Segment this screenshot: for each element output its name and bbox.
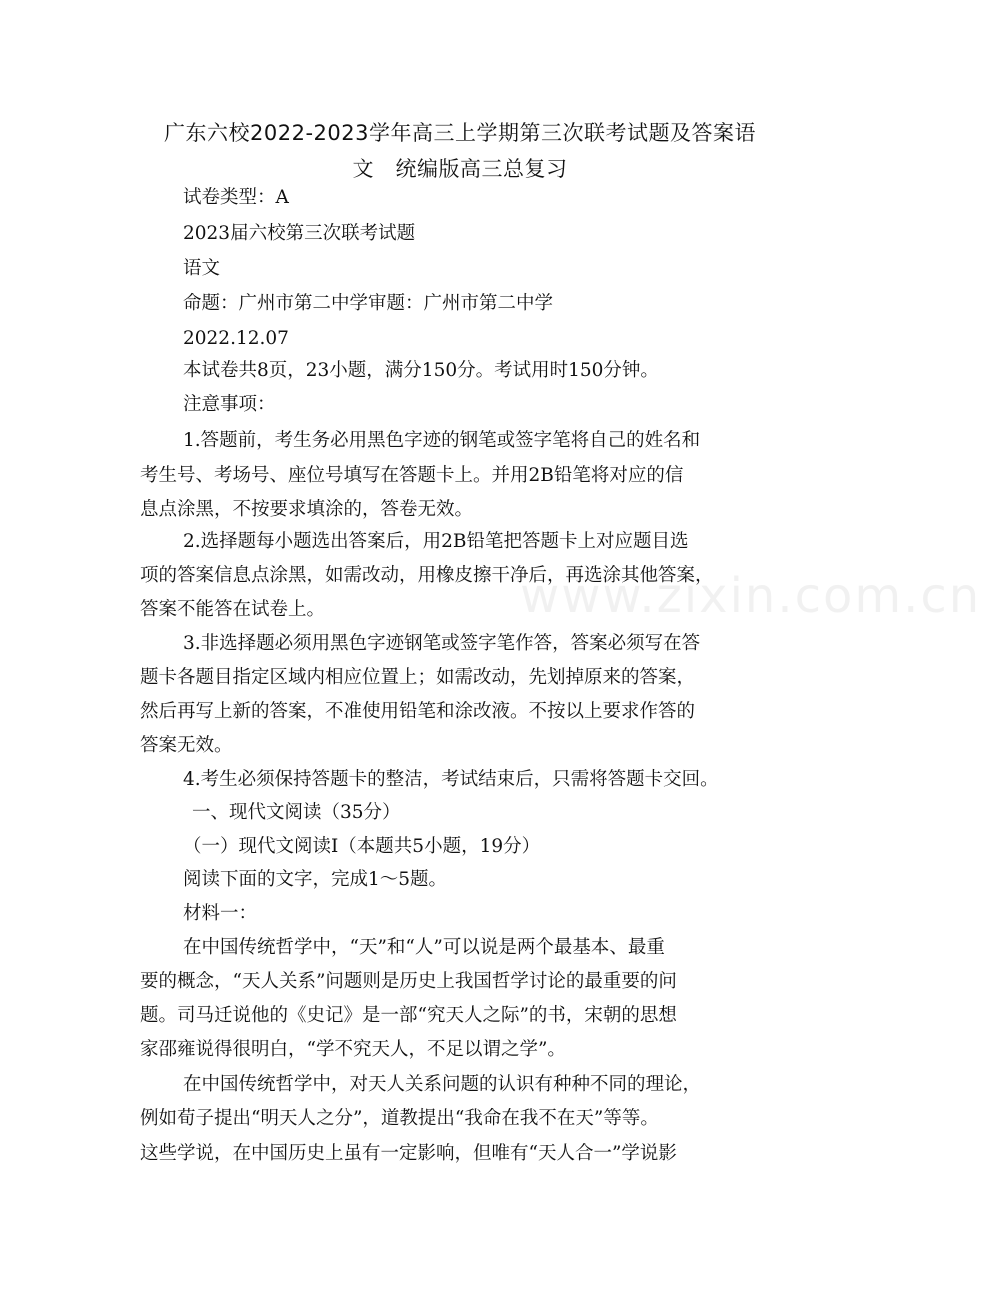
subject-line: 语文 bbox=[183, 258, 221, 279]
para-2-line-3: 这些学说，在中国历史上虽有一定影响，但唯有“天人合一”学说影 bbox=[140, 1143, 677, 1164]
para-2-line-1: 在中国传统哲学中，对天人关系问题的认识有种种不同的理论， bbox=[183, 1074, 702, 1095]
paper-type-line: 试卷类型：A bbox=[183, 187, 289, 208]
exam-name-line: 2023届六校第三次联考试题 bbox=[183, 223, 416, 244]
note-4-line: 4.考生必须保持答题卡的整洁，考试结束后，只需将答题卡交回。 bbox=[183, 769, 719, 790]
material-1-label: 材料一： bbox=[183, 903, 258, 924]
note-1-line-1: 1.答题前，考生务必用黑色字迹的钢笔或签字笔将自己的姓名和 bbox=[183, 430, 701, 451]
para-2-line-2: 例如荀子提出“明天人之分”，道教提出“我命在我不在天”等等。 bbox=[140, 1108, 659, 1129]
date-line: 2022.12.07 bbox=[183, 328, 289, 349]
para-1-line-3: 题。司马迁说他的《史记》是一部“究天人之际”的书，宋朝的思想 bbox=[140, 1005, 677, 1026]
reading-instruction: 阅读下面的文字，完成1～5题。 bbox=[183, 869, 448, 890]
notes-heading: 注意事项： bbox=[183, 394, 276, 415]
note-3-line-3: 然后再写上新的答案，不准使用铅笔和涂改液。不按以上要求作答的 bbox=[140, 701, 696, 722]
para-1-line-1: 在中国传统哲学中，“天”和“人”可以说是两个最基本、最重 bbox=[183, 937, 665, 958]
section-1-heading: 一、现代文阅读（35分） bbox=[192, 802, 401, 823]
exam-info-line: 本试卷共8页，23小题，满分150分。考试用时150分钟。 bbox=[183, 360, 659, 381]
para-1-line-4: 家邵雍说得很明白，“学不究天人，不足以谓之学”。 bbox=[140, 1039, 566, 1060]
note-3-line-2: 题卡各题目指定区域内相应位置上；如需改动，先划掉原来的答案， bbox=[140, 667, 696, 688]
title-line-1: 广东六校2022-2023学年高三上学期第三次联考试题及答案语 bbox=[164, 121, 756, 145]
note-3-line-1: 3.非选择题必须用黑色字迹钢笔或签字笔作答，答案必须写在答 bbox=[183, 633, 701, 654]
note-1-line-3: 息点涂黑，不按要求填涂的，答卷无效。 bbox=[140, 499, 474, 520]
watermark: www.zixin.com.cn bbox=[520, 568, 981, 624]
author-line: 命题：广州市第二中学审题：广州市第二中学 bbox=[183, 293, 554, 314]
note-2-line-1: 2.选择题每小题选出答案后，用2B铅笔把答题卡上对应题目选 bbox=[183, 531, 689, 552]
note-1-line-2: 考生号、考场号、座位号填写在答题卡上。并用2B铅笔将对应的信 bbox=[140, 465, 684, 486]
subsection-1-heading: （一）现代文阅读Ⅰ（本题共5小题，19分） bbox=[183, 836, 541, 857]
note-2-line-2: 项的答案信息点涂黑，如需改动，用橡皮擦干净后，再选涂其他答案， bbox=[140, 565, 714, 586]
note-3-line-4: 答案无效。 bbox=[140, 735, 233, 756]
title-line-2: 文 统编版高三总复习 bbox=[352, 157, 568, 181]
note-2-line-3: 答案不能答在试卷上。 bbox=[140, 599, 326, 620]
document-title bbox=[140, 115, 780, 187]
para-1-line-2: 要的概念，“天人关系”问题则是历史上我国哲学讨论的最重要的问 bbox=[140, 971, 677, 992]
